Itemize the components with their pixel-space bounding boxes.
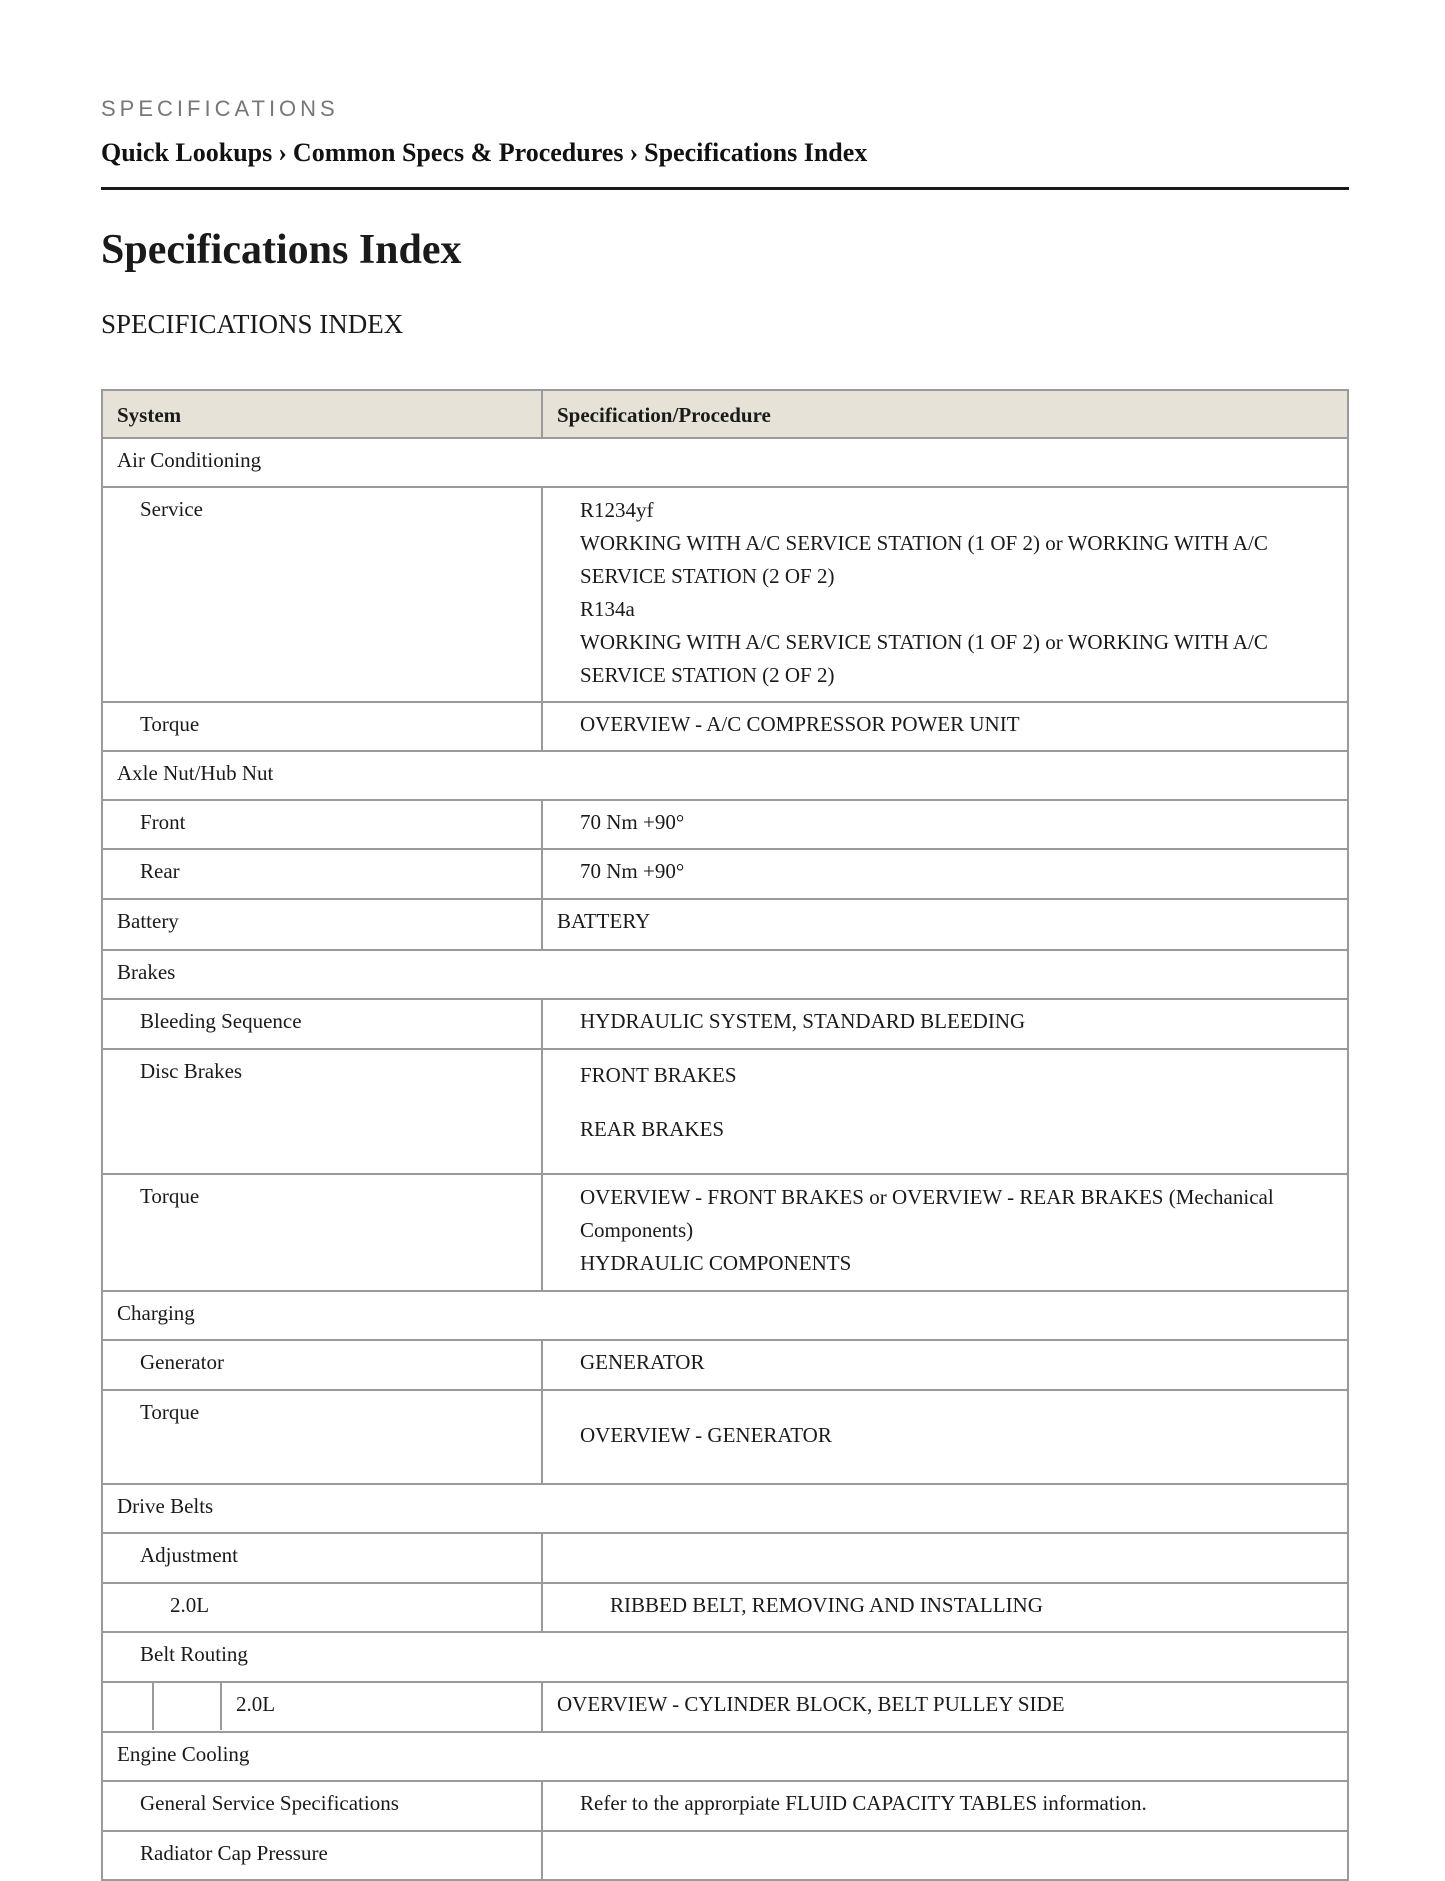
spec-line: R134a [580,597,635,621]
table-row [102,1781,1348,1831]
header-divider [101,187,1349,190]
indent-cell [103,1683,153,1730]
table-row [102,849,1348,899]
table-row-group [102,751,1348,800]
table-row-group [102,1484,1348,1533]
spec-link[interactable]: FRONT BRAKES [580,1063,737,1087]
table-row [102,899,1348,950]
group-cell: Axle Nut/Hub Nut [102,751,1348,800]
system-cell: Battery [102,899,542,950]
spec-link[interactable]: RIBBED BELT, REMOVING AND INSTALLING [542,1583,1348,1632]
column-header-specification: Specification/Procedure [542,390,1348,438]
table-row-group [102,950,1348,999]
section-heading: SPECIFICATIONS INDEX [101,309,404,339]
spec-link[interactable]: BATTERY [542,899,1348,950]
system-cell: General Service Specifications [102,1781,542,1831]
spec-link[interactable]: OVERVIEW - A/C COMPRESSOR POWER UNIT [542,702,1348,751]
spec-line: R1234yf [580,498,654,522]
group-cell: Charging [102,1291,1348,1340]
section-label: SPECIFICATIONS [101,96,339,121]
table-row [102,1831,1348,1880]
spec-link[interactable]: WORKING WITH A/C SERVICE STATION (1 OF 2) or WORKING WITH A/C SERVICE STATION (2 OF 2) [580,630,1268,687]
table-row [102,1632,1348,1682]
system-cell: Torque [102,1390,542,1484]
system-cell [102,1682,542,1732]
spec-link[interactable]: HYDRAULIC SYSTEM, STANDARD BLEEDING [542,999,1348,1049]
specifications-table [101,389,1349,1881]
table-row [102,800,1348,849]
table-row [102,1174,1348,1291]
table-row [102,702,1348,751]
breadcrumb-separator: › [278,138,287,167]
table-row [102,999,1348,1049]
table-row [102,1340,1348,1390]
spec-link[interactable]: OVERVIEW - FRONT BRAKES or OVERVIEW - REAR BRAKES (Mechanical Components) [580,1185,1274,1242]
group-cell: Drive Belts [102,1484,1348,1533]
spec-cell [542,487,1348,702]
breadcrumb [101,138,867,168]
spec-link[interactable]: WORKING WITH A/C SERVICE STATION (1 OF 2) or WORKING WITH A/C SERVICE STATION (2 OF 2) [580,531,1268,588]
table-row [102,1533,1348,1583]
table-row [102,1583,1348,1632]
system-cell: Adjustment [102,1533,542,1583]
spec-cell [542,1831,1348,1880]
table-row [102,1049,1348,1174]
system-cell: Torque [102,1174,542,1291]
spec-cell: Refer to the approrpiate FLUID CAPACITY TABLES information. [542,1781,1348,1831]
table-header-row [102,390,1348,438]
table-row [102,1682,1348,1732]
breadcrumb-item-specifications-index: Specifications Index [644,138,868,167]
group-cell: Brakes [102,950,1348,999]
group-cell: Belt Routing [102,1632,1348,1682]
spec-cell [542,1533,1348,1583]
column-header-system: System [102,390,542,438]
breadcrumb-separator: › [629,138,639,167]
table-row [102,487,1348,702]
group-cell: Engine Cooling [102,1732,1348,1781]
spec-link[interactable]: GENERATOR [542,1340,1348,1390]
indent-cell [153,1683,221,1730]
system-cell: Front [102,800,542,849]
system-cell: Generator [102,1340,542,1390]
spec-cell: 70 Nm +90° [542,849,1348,899]
system-cell: Service [102,487,542,702]
group-cell: Air Conditioning [102,438,1348,487]
table-row-group [102,438,1348,487]
system-cell: Bleeding Sequence [102,999,542,1049]
spec-cell [542,1174,1348,1291]
page-title: Specifications Index [101,227,462,273]
breadcrumb-item-common-specs[interactable]: Common Specs & Procedures [292,138,624,167]
spec-link[interactable]: OVERVIEW - CYLINDER BLOCK, BELT PULLEY SIDE [542,1682,1348,1732]
breadcrumb-item-quick-lookups[interactable]: Quick Lookups [101,138,273,167]
system-cell: 2.0L [102,1583,542,1632]
system-cell: Radiator Cap Pressure [102,1831,542,1880]
system-subcell: 2.0L [221,1683,541,1730]
table-row-group [102,1732,1348,1781]
system-cell: Disc Brakes [102,1049,542,1174]
nested-indent-cells [103,1683,541,1730]
spec-cell: 70 Nm +90° [542,800,1348,849]
spec-link[interactable]: REAR BRAKES [580,1117,725,1141]
spec-link[interactable]: OVERVIEW - GENERATOR [542,1390,1348,1484]
table-row-group [102,1291,1348,1340]
spec-cell [542,1049,1348,1174]
system-cell: Torque [102,702,542,751]
table-row [102,1390,1348,1484]
system-cell: Rear [102,849,542,899]
spec-link[interactable]: HYDRAULIC COMPONENTS [580,1251,852,1275]
